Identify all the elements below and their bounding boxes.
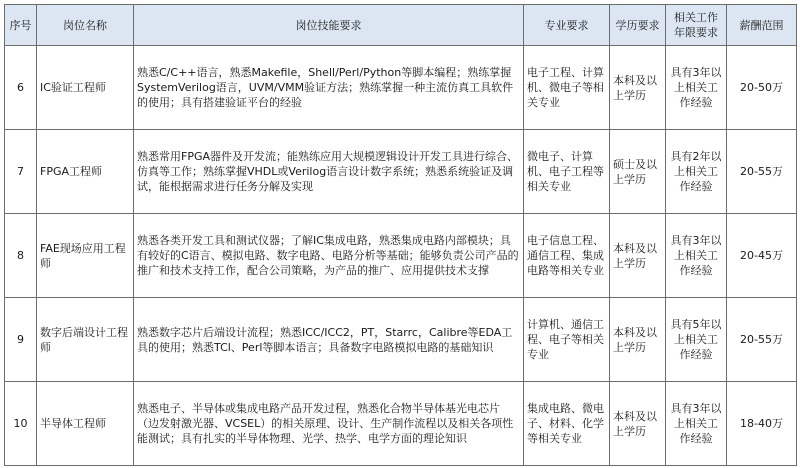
job-requirements-table bbox=[4, 4, 797, 466]
cell-major: 集成电路、微电子、材料、化学等相关专业 bbox=[524, 382, 610, 466]
header-index: 序号 bbox=[5, 5, 37, 46]
cell-education: 硕士及以上学历 bbox=[610, 130, 666, 214]
cell-job-name: 数字后端设计工程师 bbox=[37, 298, 134, 382]
cell-salary: 18-40万 bbox=[727, 382, 797, 466]
table-row bbox=[5, 46, 797, 130]
cell-experience: 具有3年以上相关工作经验 bbox=[666, 382, 727, 466]
cell-salary: 20-55万 bbox=[727, 130, 797, 214]
table-row bbox=[5, 298, 797, 382]
cell-job-name: FAE现场应用工程师 bbox=[37, 214, 134, 298]
header-major: 专业要求 bbox=[524, 5, 610, 46]
header-salary: 薪酬范围 bbox=[727, 5, 797, 46]
cell-education: 本科及以上学历 bbox=[610, 46, 666, 130]
cell-experience: 具有3年以上相关工作经验 bbox=[666, 214, 727, 298]
table-row bbox=[5, 382, 797, 466]
cell-skills: 熟悉电子、半导体或集成电路产品开发过程，熟悉化合物半导体基光电芯片（边发射激光器、VCSEL）的相关原理、设计、生产制作流程以及相关各项性能测试；具有扎实的半导体物理、光学、热学、电学方面的理论知识 bbox=[134, 382, 524, 466]
cell-major: 电子信息工程、通信工程、集成电路等相关专业 bbox=[524, 214, 610, 298]
cell-education: 本科及以上学历 bbox=[610, 382, 666, 466]
cell-salary: 20-55万 bbox=[727, 298, 797, 382]
table-row bbox=[5, 130, 797, 214]
table-header bbox=[5, 5, 797, 46]
cell-education: 本科及以上学历 bbox=[610, 298, 666, 382]
table-body bbox=[5, 46, 797, 466]
cell-experience: 具有2年以上相关工作经验 bbox=[666, 130, 727, 214]
cell-index: 6 bbox=[5, 46, 37, 130]
cell-job-name: 半导体工程师 bbox=[37, 382, 134, 466]
cell-major: 电子工程、计算机、微电子等相关专业 bbox=[524, 46, 610, 130]
cell-skills: 熟悉数字芯片后端设计流程；熟悉ICC/ICC2，PT，Starrc，Calibre等EDA工具的使用；熟悉TCl、Perl等脚本语言；具备数字电路模拟电路的基础知识 bbox=[134, 298, 524, 382]
header-skills: 岗位技能要求 bbox=[134, 5, 524, 46]
cell-skills: 熟悉常用FPGA器件及开发流；能熟练应用大规模逻辑设计开发工具进行综合、仿真等工作；熟练掌握VHDL或Verilog语言设计数字系统；熟悉系统验证及调试，能根据需求进行任务分解及实现 bbox=[134, 130, 524, 214]
cell-job-name: FPGA工程师 bbox=[37, 130, 134, 214]
cell-education: 本科及以上学历 bbox=[610, 214, 666, 298]
cell-job-name: IC验证工程师 bbox=[37, 46, 134, 130]
cell-index: 7 bbox=[5, 130, 37, 214]
cell-index: 8 bbox=[5, 214, 37, 298]
cell-skills: 熟悉C/C++语言，熟悉Makefile，Shell/Perl/Python等脚本编程；熟练掌握SystemVerilog语言，UVM/VMM验证方法；熟练掌握一种主流仿真工具软件的使用；具有搭建验证平台的经验 bbox=[134, 46, 524, 130]
header-experience: 相关工作年限要求 bbox=[666, 5, 727, 46]
cell-experience: 具有3年以上相关工作经验 bbox=[666, 46, 727, 130]
cell-major: 计算机、通信工程、电子等相关专业 bbox=[524, 298, 610, 382]
cell-index: 9 bbox=[5, 298, 37, 382]
cell-index: 10 bbox=[5, 382, 37, 466]
table-row bbox=[5, 214, 797, 298]
cell-experience: 具有5年以上相关工作经验 bbox=[666, 298, 727, 382]
cell-salary: 20-45万 bbox=[727, 214, 797, 298]
cell-salary: 20-50万 bbox=[727, 46, 797, 130]
header-job-name: 岗位名称 bbox=[37, 5, 134, 46]
cell-major: 微电子、计算机、电子工程等相关专业 bbox=[524, 130, 610, 214]
header-education: 学历要求 bbox=[610, 5, 666, 46]
cell-skills: 熟悉各类开发工具和测试仪器；了解IC集成电路，熟悉集成电路内部模块；具有较好的C语言、模拟电路、数字电路、电路分析等基础；能够负责公司产品的推广和技术支持工作，配合公司策略，为产品的推广、应用提供技术支撑 bbox=[134, 214, 524, 298]
header-row bbox=[5, 5, 797, 46]
